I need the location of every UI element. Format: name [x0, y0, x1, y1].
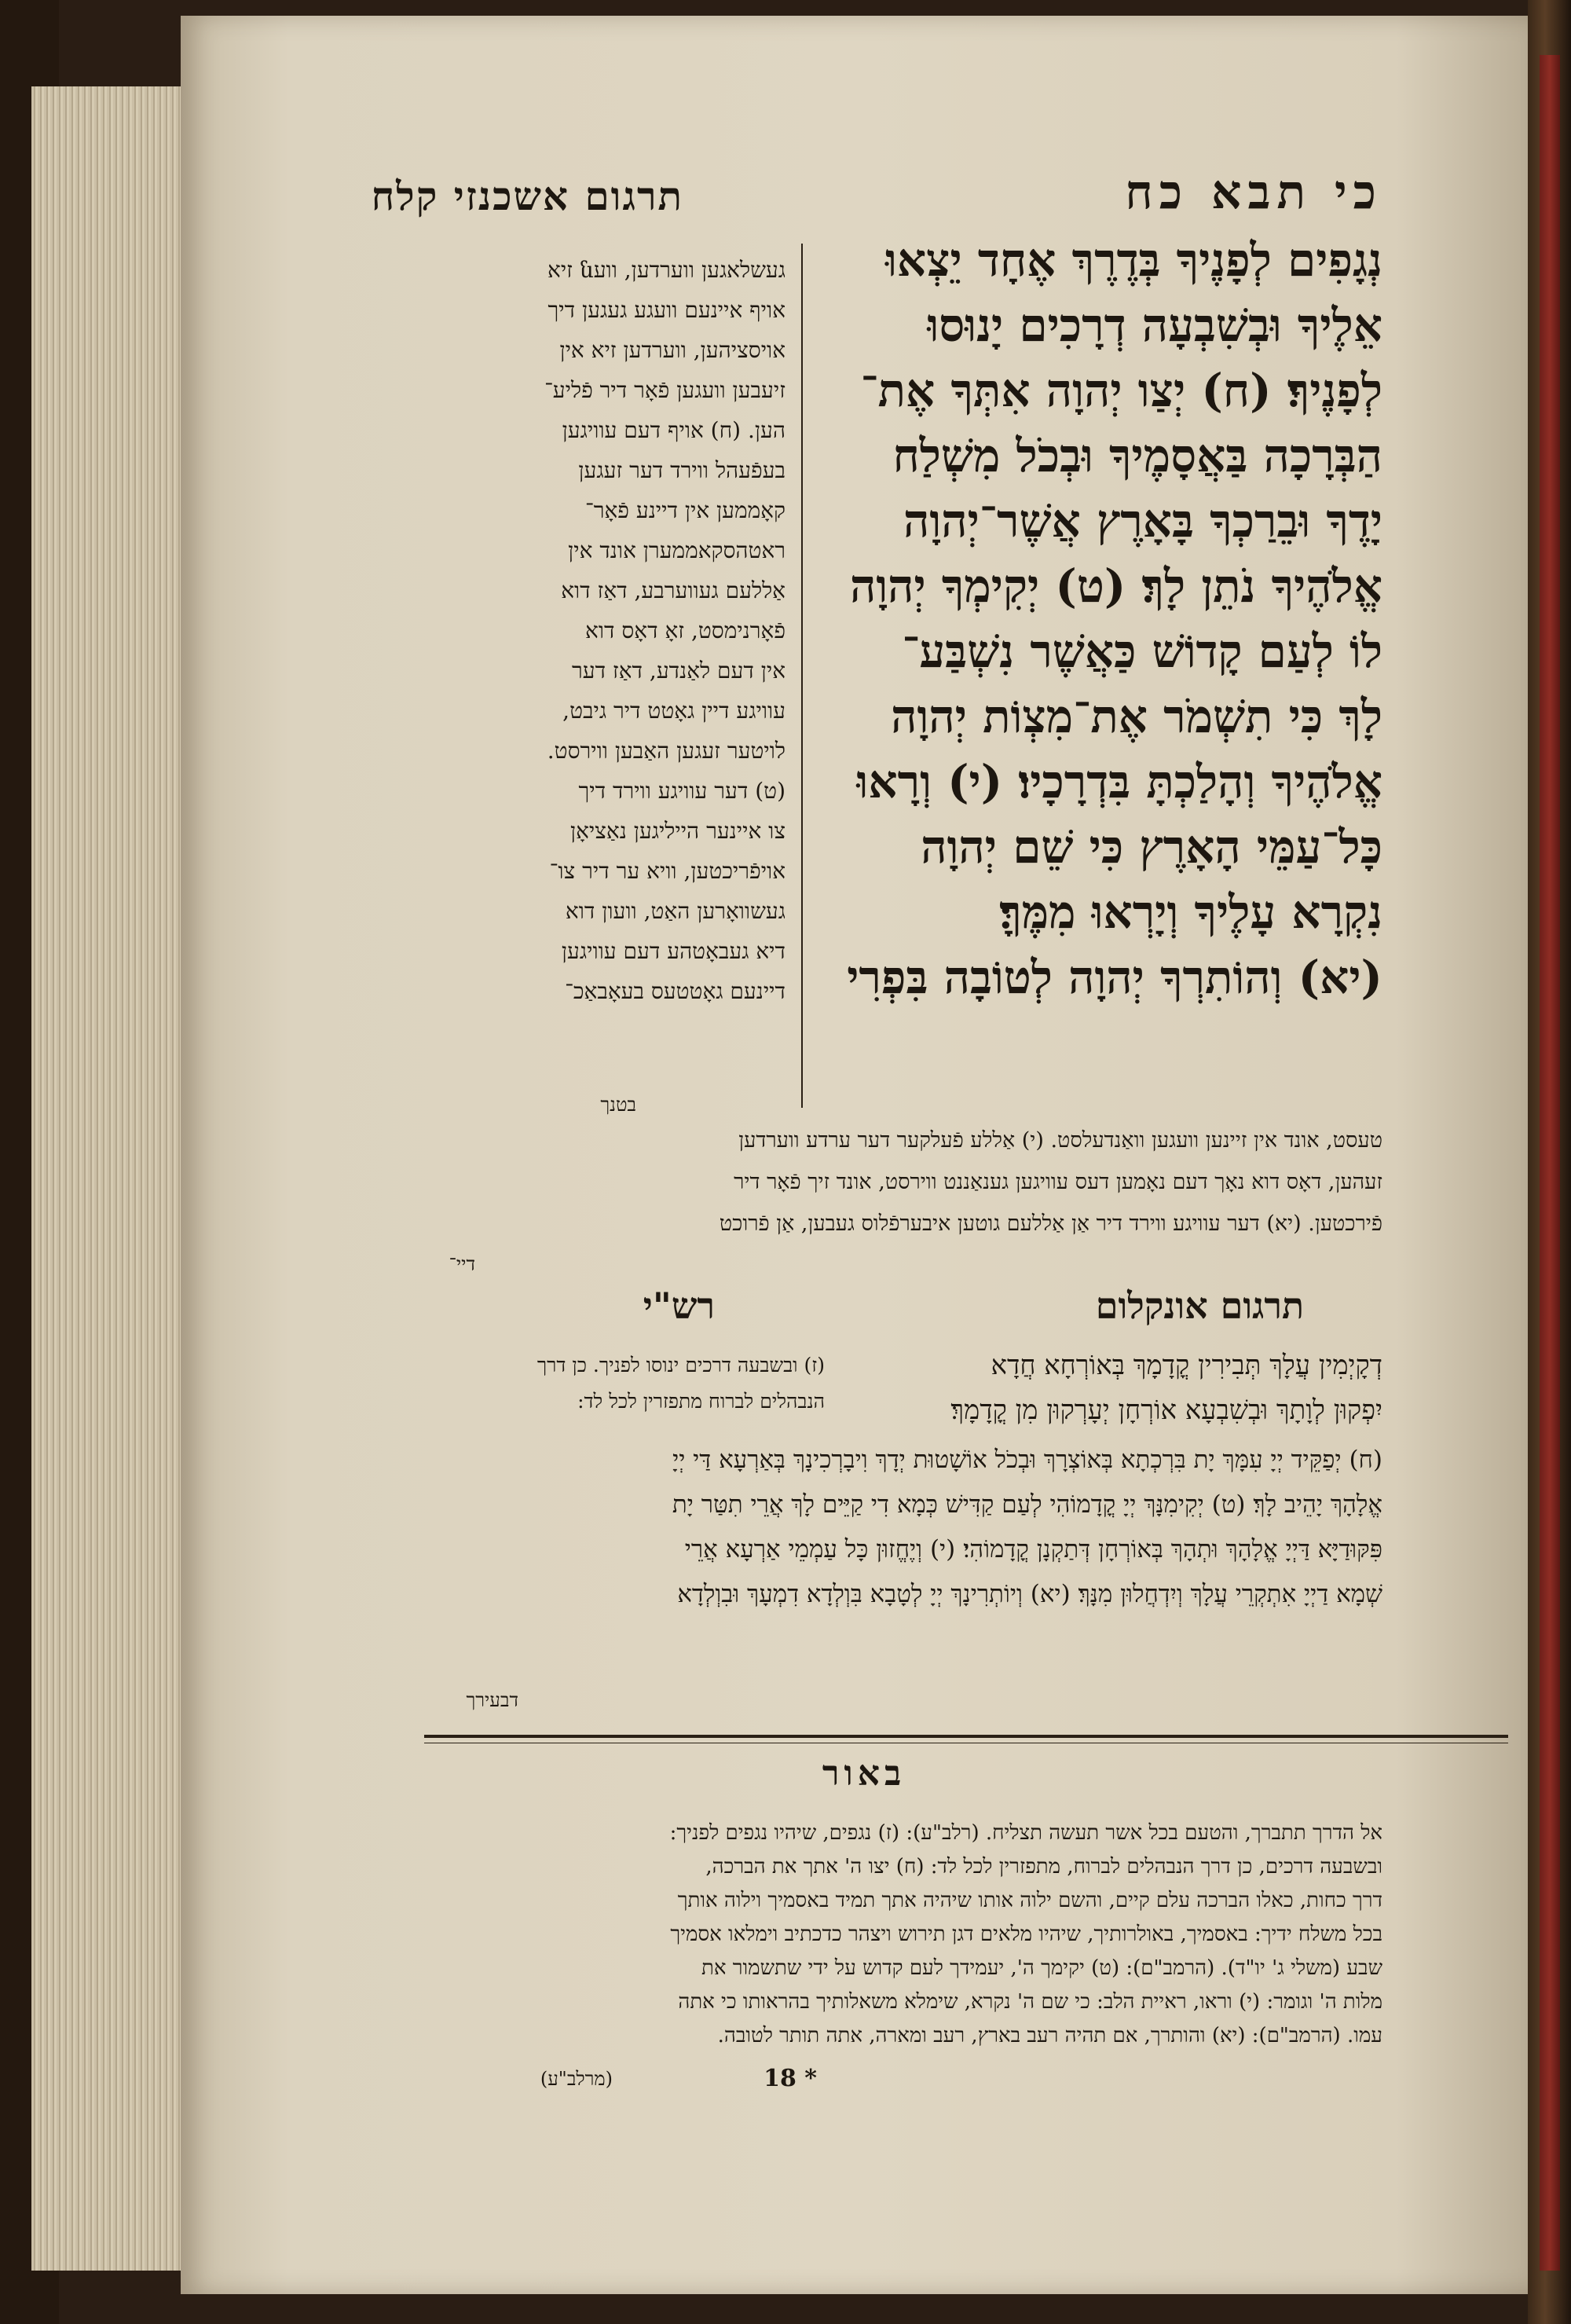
translation-line: אויסציהען, ווערדען זיא אין [559, 337, 786, 363]
running-header-right: כי תבא כח [1125, 165, 1382, 220]
onkelos-line: יִפְקוּן לְוָתָךְ וּבְשִׁבְעָא אוֹרְחָן יְעָרְקוּן מִן קֳדָמָךְ׃ [950, 1395, 1382, 1426]
main-line: לְפָנֶיךָ׃ (ח) יְצַו יְהוָה אִתְּךָ אֶת־ [860, 364, 1382, 417]
biur-line: בכל משלח ידיך: באסמיך, באולרותיך, שיהיו מלאים דגן תירוש ויצהר כדכתיב וימלאו אסמיך [670, 1923, 1382, 1946]
biur-line: עמו. (הרמב"ם): (יא) והותרך, אם תהיה רעב בארץ, רעב ומארה, אתה תותר לטובה. [717, 2024, 1382, 2047]
translation-line: דיינעם גאָטטעס בעאָבאַכ־ [565, 978, 786, 1004]
translation-line: געשלאגען ווערדען, וועն זיא [547, 257, 786, 283]
running-header-left: תרגום אשכנזי קלח [371, 173, 683, 219]
translation-line: צו איינער הייליגען נאַציאָן [569, 818, 786, 844]
onkelos-wide-line: שְׁמָא דַיְיָ אִתְקְרֵי עֲלָךְ וְיִדְחֲלוּן מִנָּךְ׃ (יא) וְיוֹתְרִינָךְ יְיָ לְטָבָא בִּוְלְדָא דִמְעָךְ וּבִוְלְדָא [677, 1580, 1382, 1608]
catchword-onkelos: דבעירך [466, 1689, 518, 1711]
main-line: אֱלֹהֶיךָ וְהָלַכְתָּ בִּדְרָכָיו׃ (י) וְרָאוּ [856, 755, 1382, 808]
translation-line: לויטער זעגען האַבען ווירסט. [547, 738, 786, 764]
rashi-line: הנבהלים לברוח מתפזרין לכל לד: [577, 1390, 825, 1413]
main-line: הַבְּרָכָה בַּאֲסָמֶיךָ וּבְכֹל מִשְׁלַח [892, 429, 1382, 482]
biur-line: אל הדרך תתברך, והטעם בכל אשר תעשה תצליח. (רלב"ע): (ז) נגפים, שיהיו נגפים לפניך: [669, 1821, 1382, 1845]
translation-wide [420, 1120, 1382, 1244]
page-edges [31, 86, 189, 2271]
translation-line: אויפֿריכטען, וויא ער דיר צו־ [549, 858, 786, 884]
column-divider [801, 244, 803, 1108]
translation-line: געשוואָרען האַט, וועון דוא [565, 898, 786, 924]
translation-line: בעפֿעהל ווירד דער זעגען [578, 457, 786, 483]
main-line: לוֹ לְעַם קָדוֹשׁ כַּאֲשֶׁר נִשְׁבַּע־ [902, 625, 1382, 678]
main-line: נְגָפִים לְפָנֶיךָ בְּדֶרֶךְ אֶחָד יֵצְאוּ [885, 233, 1382, 287]
translation-line: קאָממען אין דיינע פֿאָר־ [585, 497, 786, 523]
translation-wide-line: טעסט, אונד אין זיינען וועגען וואַנדעלסט. (י) אַללע פֿעלקער דער ערדע ווערדען [738, 1128, 1382, 1153]
onkelos-title: תרגום אונקלום [1095, 1285, 1304, 1327]
main-line: נִקְרָא עָלֶיךָ וְיָרְאוּ מִמֶּךָּ׃ [999, 885, 1382, 939]
biur-line: ובשבעה דרכים, כן דרך הנבהלים לברוח, מתפזרין לכל לד: (ח) יצו ה' אתך את הברכה, [705, 1855, 1382, 1879]
biur-block [420, 1816, 1382, 2053]
main-line: כָּל־עַמֵּי הָאָרֶץ כִּי שֵׁם יְהוָה [921, 820, 1382, 874]
main-text-block [707, 228, 1382, 1010]
onkelos-wide-line: (ח) יְפַקֵּיד יְיָ עִמָּךְ יָת בִּרְכְתָא בְּאוֹצְרָךְ וּבְכֹל אוֹשָׁטוּת יְדָךְ וִיבָרְכִינָךְ בְּאַרְעָא דַּי יְיָ [672, 1446, 1382, 1474]
main-line: אֵלֶיךָ וּבְשִׁבְעָה דְרָכִים יָנוּסוּ [927, 299, 1382, 352]
catchword-translation: דיי־ [449, 1253, 475, 1275]
onkelos-wide-line: פִּקּוּדַיָּא דַּיְיָ אֱלָהָךְ וּתְהָךְ בְּאוֹרְחָן דְּתַקְנָן קֳדָמוֹהִי׃ (י) וְיֶחֱזוּן כָּל עַמְמֵי אַרְעָא אֲרֵי [684, 1535, 1382, 1563]
section-rule [424, 1735, 1508, 1738]
rashi-line: (ז) ובשבעה דרכים ינוסו לפניך. כן דרך [536, 1354, 825, 1376]
biur-title: באור [822, 1754, 906, 1794]
translation-wide-line: פֿירכטען. (יא) דער עוויגע ווירד דיר אַן אַללעם גוטען איבערפֿלוס געבען, אַן פֿרוכט [719, 1211, 1382, 1236]
spine-binding [1540, 55, 1560, 2271]
main-line: אֱלֹהֶיךָ נֹתֵן לָךְ׃ (ט) יְקִימְךָ יְהוָה [849, 559, 1382, 613]
biur-line: מלות ה' וגומר: (י) וראו, ראיית הלב: כי שם ה' נקרא, שימלא משאלותיך בהראותו כי אתה [678, 1990, 1382, 2014]
biur-line: שבע (משלי ג' יו"ד). (הרמב"ם): (ט) יקימך ה', יעמידך לעם קדוש על ידי שתשמור את [701, 1956, 1382, 1980]
translation-line: ראטהסקאממערן אונד אין [568, 537, 786, 563]
translation-line: אין דעם לאַנדע, דאַז דער [571, 658, 786, 684]
biur-line: דרך כחות, כאלו הברכה עלם קיים, והשם ילוה אותו שיהיה אתך תמיד באסמיך וילוה אותך [677, 1889, 1382, 1912]
onkelos-column [840, 1343, 1382, 1433]
translation-line: זיעבען וועגען פֿאָר דיר פֿליע־ [544, 377, 786, 403]
translation-wide-line: זעהען, דאָס דוא נאָך דעם נאָמען דעס עוויגען גענאַננט ווירסט, אונד זיך פֿאָר דיר [734, 1170, 1382, 1194]
catchword-main: בטנך [600, 1094, 636, 1116]
main-line: יָדֶךָ וּבֵרַכְךָ בָּאָרֶץ אֲשֶׁר־יְהוָה [903, 494, 1382, 548]
translation-column [420, 250, 786, 1011]
onkelos-line: דְקָיְמִין עֲלָךְ תְּבִירִין קֳדָמָךְ בְּאוֹרְחָא חֲדָא [991, 1350, 1382, 1381]
translation-line: אויף איינעם וועגע געגען דיך [547, 297, 786, 323]
main-line: לָךְ כִּי תִשְׁמֹר אֶת־מִצְוֹת יְהוָה [891, 690, 1382, 743]
translation-line: אַללעם געווערבע, דאַז דוא [561, 577, 786, 603]
translation-line: דיא געבאָטהע דעם עוויגען [561, 938, 786, 964]
translation-line: הען. (ח) אויף דעם עוויגען [562, 417, 786, 443]
translation-line: פֿאָרנימסט, זאָ דאָס דוא [585, 618, 786, 643]
onkelos-wide [420, 1438, 1382, 1617]
rashi-column [424, 1347, 825, 1420]
signature-mark: 18 * [764, 2065, 817, 2092]
translation-line: (ט) דער עוויגע ווירד דיך [578, 778, 786, 804]
biur-signature: (מרלב"ע) [540, 2068, 613, 2090]
translation-line: עוויגע דיין גאָטט דיר גיבט, [562, 698, 786, 724]
rashi-title: רש"י [643, 1285, 715, 1327]
main-line: (יא) וְהוֹתִרְךָ יְהוָה לְטוֹבָה בִּפְרִי [847, 951, 1382, 1004]
onkelos-wide-line: אֱלָהָךְ יָהֵיב לָךְ׃ (ט) יְקִימִנָּךְ יְיָ קֳדָמוֹהִי לְעַם קַדִּישׁ כְּמָא דִי קַיֵּים לָךְ אֲרֵי תִטַּר יָת [672, 1490, 1382, 1519]
